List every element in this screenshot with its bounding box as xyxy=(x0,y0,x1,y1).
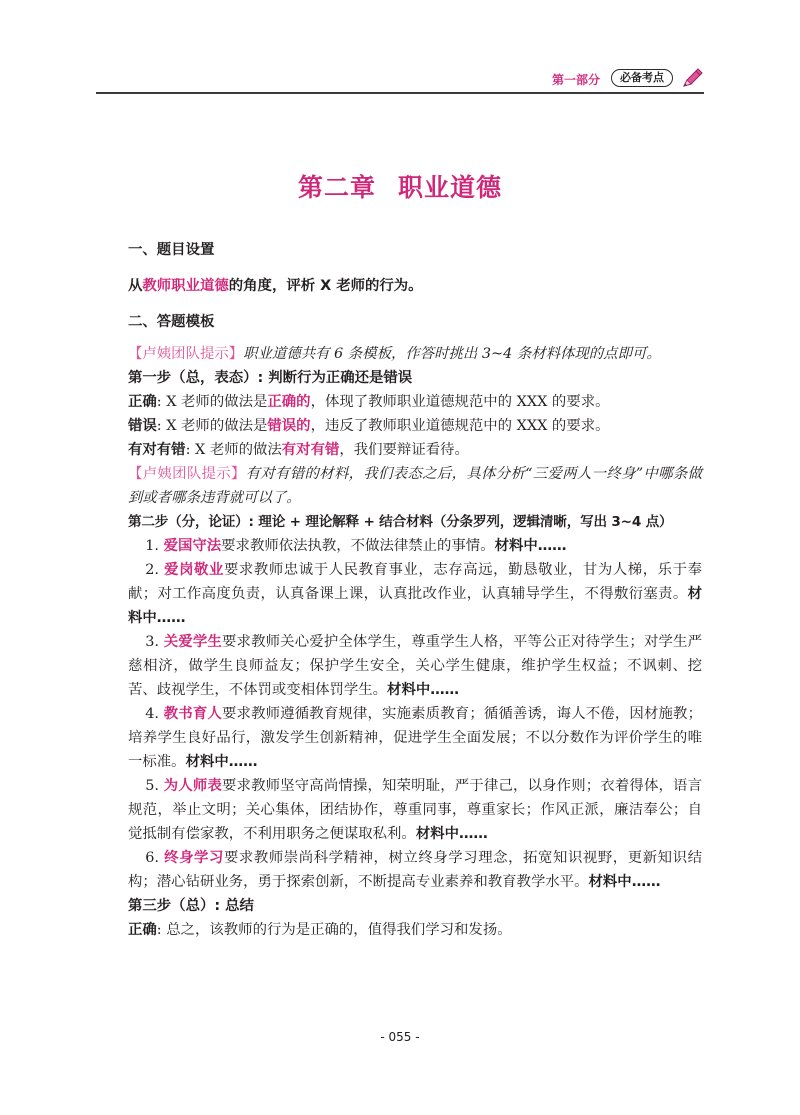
section-heading-2: 二、答题模板 xyxy=(128,314,215,330)
highlight-teacher-ethics: 教师职业道德 xyxy=(142,278,229,294)
header-rule xyxy=(96,92,704,94)
wrong-line: 错误: X 老师的做法是错误的，违反了教师职业道德规范中的 XXX 的要求。 xyxy=(128,418,610,434)
header-badge: 必备考点 xyxy=(611,69,673,87)
list-item: 2. 爱岗敬业要求教师忠诚于人民教育事业，志存高远，勤恳敬业，甘为人梯，乐于奉献；对工作高度负责，认真备课上课，认真批改作业，认真辅导学生，不得敷衍塞责。材料中…… xyxy=(128,562,702,626)
chapter-name: 职业道德 xyxy=(398,173,503,202)
page-body xyxy=(128,238,702,942)
pencil-icon xyxy=(680,67,704,89)
list-item: 4. 教书育人要求教师遵循教育规律，实施素质教育；循循善诱，诲人不倦，因材施教；培养学生良好品行，激发学生创新精神，促进学生全面发展；不以分数作为评价学生的唯一标准。材料中…… xyxy=(128,706,702,770)
step-3-title: 第三步（总）: 总结 xyxy=(128,898,254,914)
step-2-title: 第二步（分，论证）: 理论 + 理论解释 + 结合材料（分条罗列，逻辑清晰，写出 3~4 点） xyxy=(128,514,673,530)
chapter-title xyxy=(0,168,800,204)
summary-line: 正确: 总之，该教师的行为是正确的，值得我们学习和发扬。 xyxy=(128,922,512,938)
page-number: - 055 - xyxy=(380,1030,420,1044)
question-setup-line: 从教师职业道德的角度，评析 X 老师的行为。 xyxy=(128,278,423,294)
mixed-line: 有对有错: X 老师的做法有对有错，我们要辩证看待。 xyxy=(128,442,469,458)
list-item: 3. 关爱学生要求教师关心爱护全体学生，尊重学生人格，平等公正对待学生；对学生严慈相济，做学生良师益友；保护学生安全，关心学生健康，维护学生权益；不讽刺、挖苦、歧视学生，不体罚或变相体罚学生。材料中…… xyxy=(128,634,702,698)
tip-label: 【卢姨团队提示】 xyxy=(128,346,244,362)
header-part-label: 第一部分 xyxy=(552,73,601,87)
list-item: 1. 爱国守法要求教师依法执教，不做法律禁止的事情。材料中…… xyxy=(145,538,567,554)
page-header xyxy=(0,0,800,95)
tip-1: 【卢姨团队提示】职业道德共有 6 条模板，作答时挑出 3~4 条材料体现的点即可。 xyxy=(128,346,661,362)
correct-line: 正确: X 老师的做法是正确的，体现了教师职业道德规范中的 XXX 的要求。 xyxy=(128,394,610,410)
chapter-number: 第二章 xyxy=(297,173,376,202)
tip-2: 【卢姨团队提示】有对有错的材料，我们表态之后，具体分析“三爱两人一终身”中哪条做到或者哪条违背就可以了。 xyxy=(128,466,702,506)
list-item: 6. 终身学习要求教师崇尚科学精神，树立终身学习理念，拓宽知识视野，更新知识结构；潜心钻研业务，勇于探索创新，不断提高专业素养和教育教学水平。材料中…… xyxy=(128,850,702,890)
list-item: 5. 为人师表要求教师坚守高尚情操，知荣明耻，严于律己，以身作则；衣着得体，语言规范，举止文明；关心集体，团结协作，尊重同事，尊重家长；作风正派，廉洁奉公；自觉抵制有偿家教，不利用职务之便谋取私利。材料中…… xyxy=(128,778,702,842)
tip-label: 【卢姨团队提示】 xyxy=(128,466,246,482)
section-heading-1: 一、题目设置 xyxy=(128,242,215,258)
step-1-title: 第一步（总，表态）: 判断行为正确还是错误 xyxy=(128,370,413,386)
